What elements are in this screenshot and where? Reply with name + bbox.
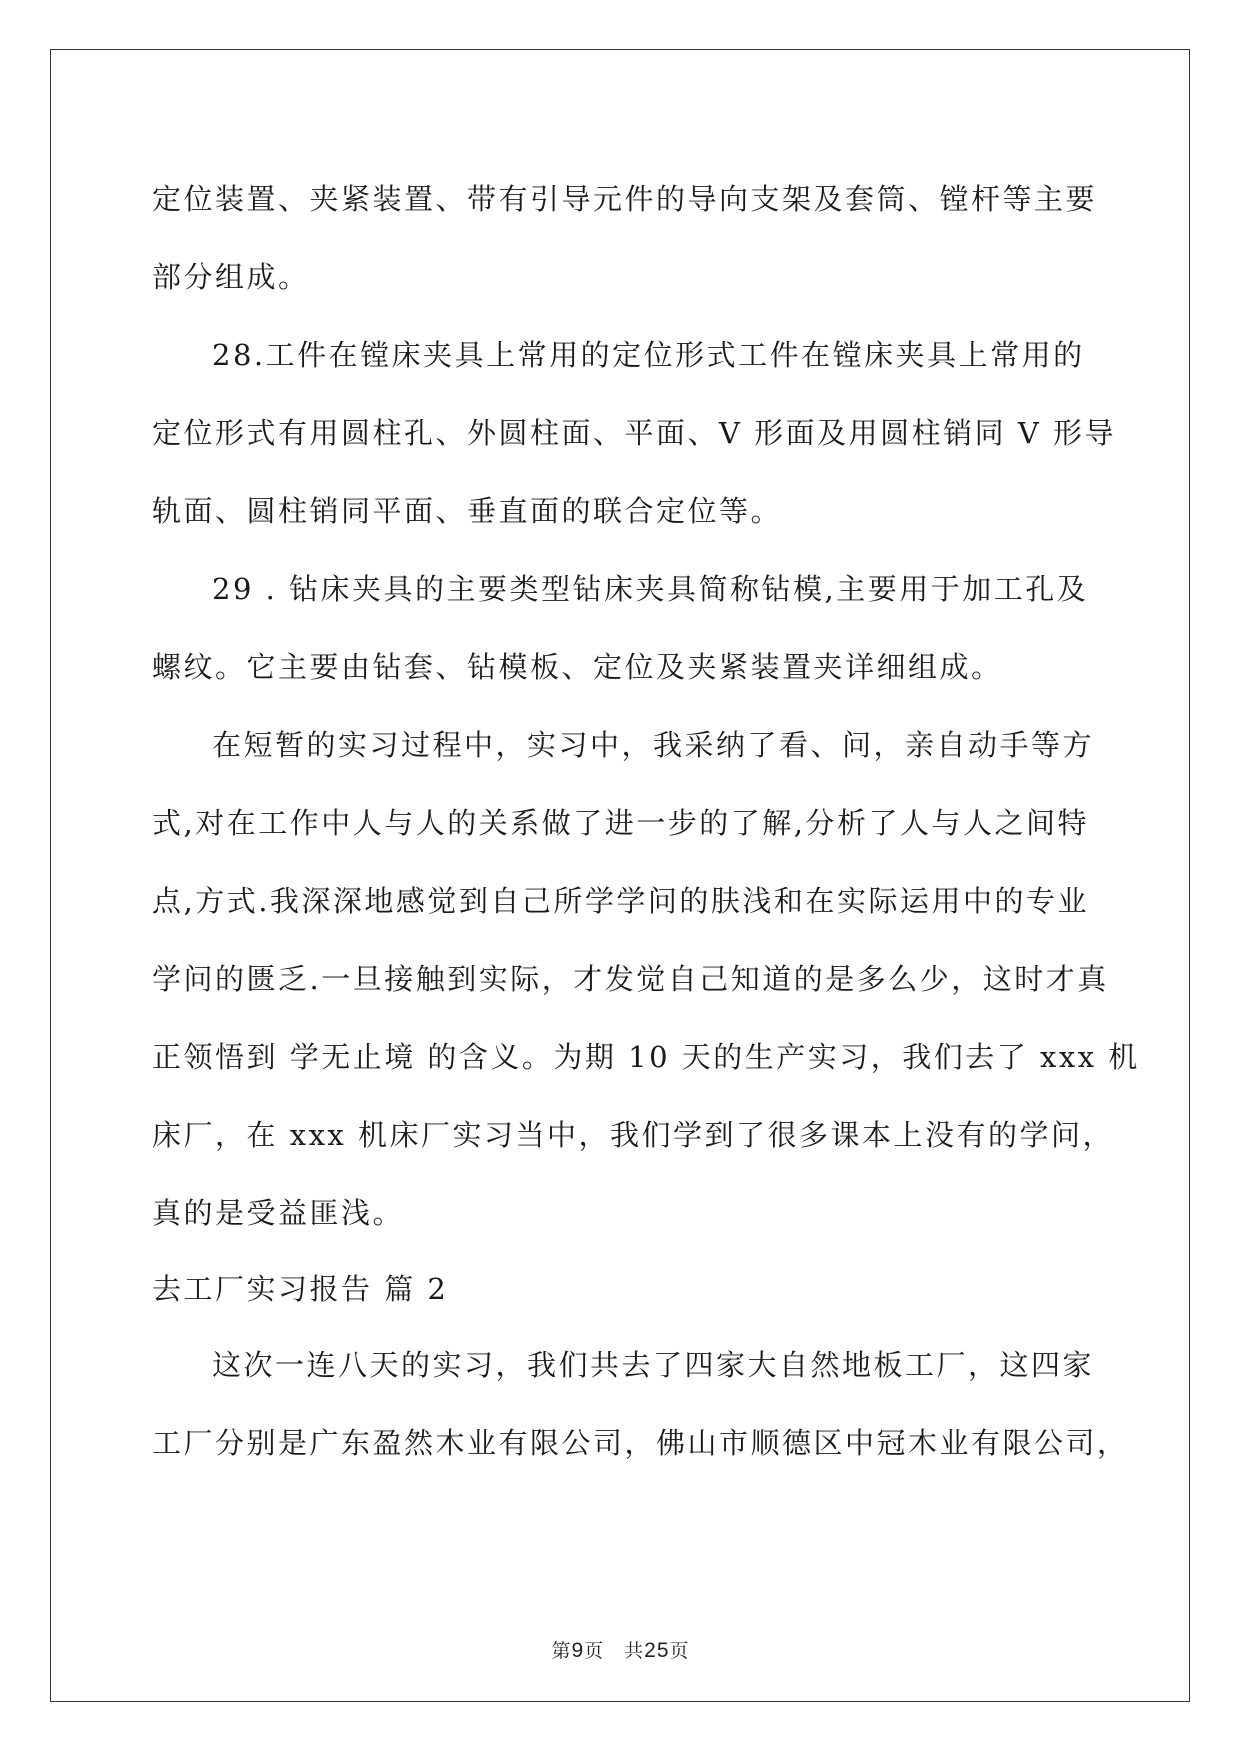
text-line: 定位形式有用圆柱孔、外圆柱面、平面、V 形面及用圆柱销同 V 形导 <box>152 416 1117 450</box>
text-line: 点,方式.我深深地感觉到自己所学学问的肤浅和在实际运用中的专业 <box>152 884 1089 918</box>
page-footer <box>0 1636 1241 1663</box>
text-line: 在短暂的实习过程中，实习中，我采纳了看、问，亲自动手等方 <box>212 728 1095 762</box>
footer-middle: 页 共 <box>584 1640 645 1662</box>
section-heading: 去工厂实习报告 篇 2 <box>152 1272 449 1306</box>
text-line: 29 . 钻床夹具的主要类型钻床夹具简称钻模,主要用于加工孔及 <box>212 572 1089 606</box>
text-line: 工厂分别是广东盈然木业有限公司，佛山市顺德区中冠木业有限公司， <box>152 1426 1129 1460</box>
text-line: 床厂，在 xxx 机床厂实习当中，我们学到了很多课本上没有的学问， <box>152 1118 1115 1152</box>
text-line: 螺纹。它主要由钻套、钻模板、定位及夹紧装置夹详细组成。 <box>152 650 1003 684</box>
text-line: 这次一连八天的实习，我们共去了四家大自然地板工厂，这四家 <box>212 1348 1095 1382</box>
footer-prefix: 第 <box>551 1640 572 1662</box>
text-line: 学问的匮乏.一旦接触到实际，才发觉自己知道的是多么少，这时才真 <box>152 962 1109 996</box>
text-line: 式,对在工作中人与人的关系做了进一步的了解,分析了人与人之间特 <box>152 806 1089 840</box>
text-line: 正领悟到 学无止境 的含义。为期 10 天的生产实习，我们去了 xxx 机 <box>152 1040 1140 1074</box>
text-line: 轨面、圆柱销同平面、垂直面的联合定位等。 <box>152 494 783 528</box>
text-line: 部分组成。 <box>152 260 310 294</box>
text-line: 28.工件在镗床夹具上常用的定位形式工件在镗床夹具上常用的 <box>212 338 1085 372</box>
current-page-number: 9 <box>571 1639 585 1662</box>
footer-suffix: 页 <box>669 1640 690 1662</box>
text-line: 定位装置、夹紧装置、带有引导元件的导向支架及套筒、镗杆等主要 <box>152 182 1098 216</box>
total-page-count: 25 <box>644 1639 670 1662</box>
document-body <box>152 160 1140 1482</box>
text-line: 真的是受益匪浅。 <box>152 1196 405 1230</box>
